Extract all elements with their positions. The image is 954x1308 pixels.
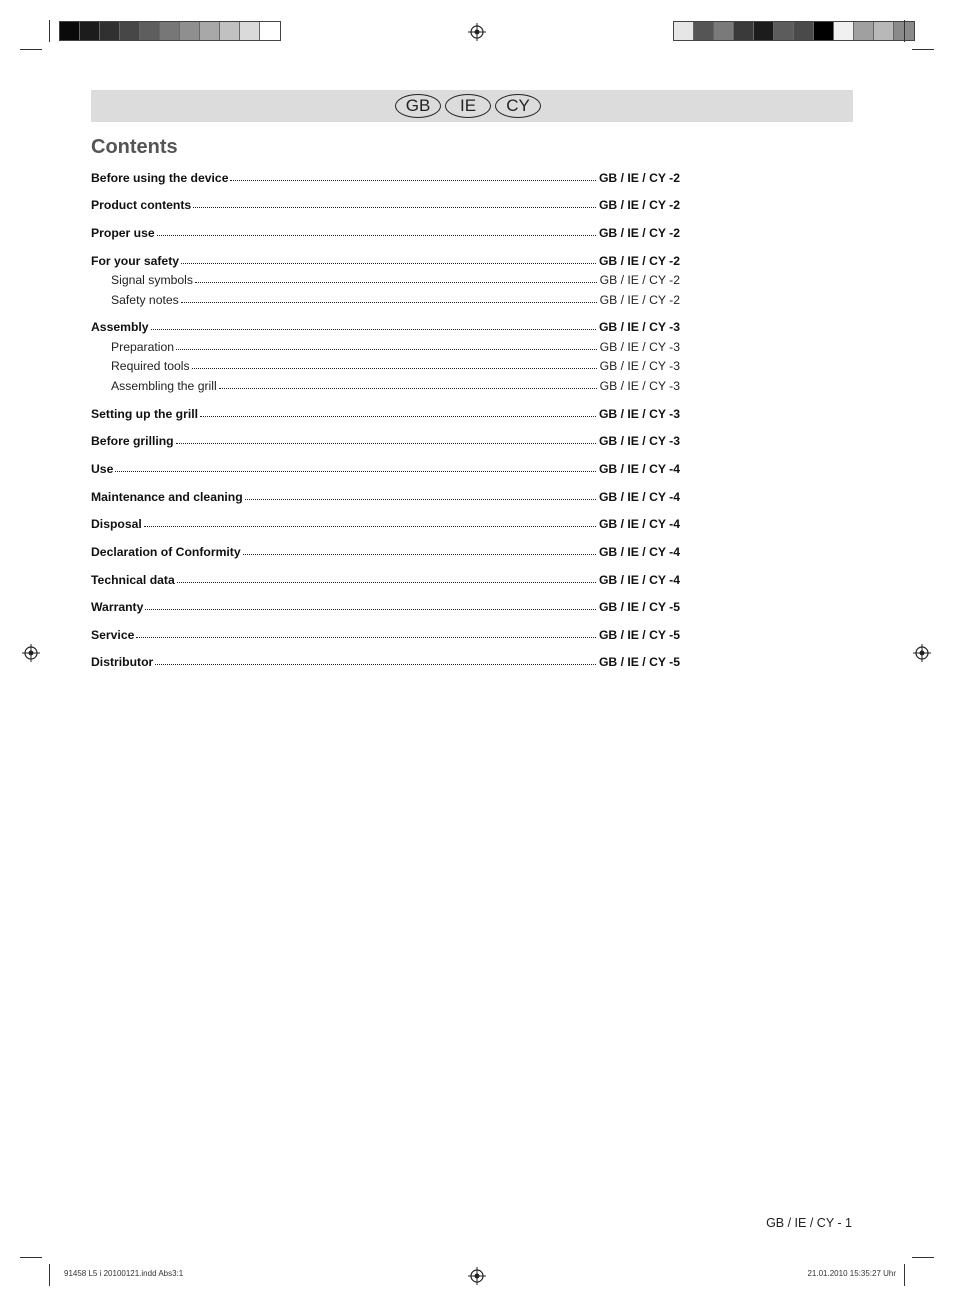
toc-leader-dots [144, 515, 596, 527]
toc-entry-page: GB / IE / CY -2 [599, 293, 680, 307]
toc-entry [91, 460, 680, 478]
color-swatch [854, 22, 874, 40]
toc-entry [91, 169, 680, 187]
toc-entry-label: Preparation [111, 340, 175, 354]
toc-entry-label: Distributor [91, 655, 154, 669]
color-swatch [694, 22, 714, 40]
toc-leader-dots [176, 338, 597, 350]
color-swatch [180, 22, 200, 40]
color-swatch [120, 22, 140, 40]
toc-leader-dots [176, 432, 596, 444]
toc-entry-label: Before grilling [91, 434, 174, 448]
language-pills [395, 94, 541, 118]
crop-mark [20, 1257, 42, 1258]
toc-leader-dots [243, 543, 596, 555]
toc-entry [91, 271, 680, 289]
toc-entry [91, 224, 680, 242]
crop-mark [49, 20, 50, 42]
crop-mark [912, 49, 934, 50]
toc-entry-label: Assembly [91, 320, 149, 334]
color-swatch [160, 22, 180, 40]
color-swatch [260, 22, 280, 40]
color-swatch [80, 22, 100, 40]
toc-entry-page: GB / IE / CY -2 [598, 226, 680, 240]
toc-leader-dots [192, 357, 597, 369]
language-pill-gb: GB [395, 94, 441, 118]
toc-entry-label: Setting up the grill [91, 407, 198, 421]
crop-mark [20, 49, 42, 50]
toc-entry-label: Technical data [91, 573, 175, 587]
toc-entry-label: Proper use [91, 226, 155, 240]
color-swatch [774, 22, 794, 40]
color-swatch [200, 22, 220, 40]
toc-entry [91, 291, 680, 309]
toc-entry-label: Before using the device [91, 171, 229, 185]
file-slug: 91458 L5 i 20100121.indd Abs3:1 [64, 1269, 184, 1278]
color-calibration-bar-right [673, 21, 915, 41]
toc-leader-dots [181, 252, 596, 264]
language-pill-cy: CY [495, 94, 541, 118]
toc-entry-page: GB / IE / CY -3 [598, 320, 680, 334]
toc-entry-page: GB / IE / CY -2 [598, 198, 680, 212]
toc-entry-page: GB / IE / CY -2 [598, 254, 680, 268]
toc-entry-page: GB / IE / CY -2 [599, 273, 680, 287]
toc-leader-dots [230, 169, 595, 181]
toc-leader-dots [245, 488, 596, 500]
toc-entry-label: Use [91, 462, 114, 476]
toc-entry-page: GB / IE / CY -3 [598, 434, 680, 448]
toc-entry [91, 432, 680, 450]
toc-entry [91, 543, 680, 561]
toc-leader-dots [195, 271, 597, 283]
registration-target-icon [22, 644, 40, 662]
toc-entry-label: Assembling the grill [111, 379, 217, 393]
language-pill-ie: IE [445, 94, 491, 118]
crop-mark [49, 1264, 50, 1286]
toc-entry-page: GB / IE / CY -3 [599, 340, 680, 354]
toc-entry-page: GB / IE / CY -4 [598, 545, 680, 559]
color-swatch [674, 22, 694, 40]
toc-entry-page: GB / IE / CY -3 [599, 379, 680, 393]
toc-leader-dots [136, 626, 596, 638]
toc-entry [91, 252, 680, 270]
toc-entry [91, 318, 680, 336]
toc-entry-label: Maintenance and cleaning [91, 490, 243, 504]
toc-entry-page: GB / IE / CY -4 [598, 573, 680, 587]
toc-leader-dots [155, 653, 596, 665]
toc-leader-dots [181, 291, 597, 303]
toc-entry-label: Product contents [91, 198, 192, 212]
toc-entry [91, 338, 680, 356]
color-swatch [60, 22, 80, 40]
toc-entry-page: GB / IE / CY -2 [598, 171, 680, 185]
toc-entry [91, 653, 680, 671]
registration-target-icon [468, 1267, 486, 1285]
toc-entry-label: Declaration of Conformity [91, 545, 241, 559]
page-number: GB / IE / CY - 1 [766, 1216, 852, 1230]
page-title: Contents [91, 136, 178, 158]
color-calibration-bar-left [59, 21, 281, 41]
toc-leader-dots [151, 318, 596, 330]
color-swatch [734, 22, 754, 40]
date-slug: 21.01.2010 15:35:27 Uhr [807, 1269, 896, 1278]
color-swatch [874, 22, 894, 40]
toc-entry [91, 196, 680, 214]
toc-entry-label: Disposal [91, 517, 142, 531]
color-swatch [714, 22, 734, 40]
color-swatch [834, 22, 854, 40]
toc-entry-page: GB / IE / CY -4 [598, 517, 680, 531]
toc-leader-dots [115, 460, 596, 472]
toc-entry-page: GB / IE / CY -5 [598, 655, 680, 669]
toc-leader-dots [177, 571, 596, 583]
color-swatch [140, 22, 160, 40]
toc-entry-label: Safety notes [111, 293, 179, 307]
crop-mark [904, 20, 905, 42]
toc-entry-label: Service [91, 628, 135, 642]
toc-entry-page: GB / IE / CY -3 [599, 359, 680, 373]
toc-entry-page: GB / IE / CY -5 [598, 600, 680, 614]
color-swatch [240, 22, 260, 40]
toc-entry-page: GB / IE / CY -4 [598, 490, 680, 504]
toc-entry-page: GB / IE / CY -4 [598, 462, 680, 476]
color-swatch [754, 22, 774, 40]
toc-entry-label: Required tools [111, 359, 190, 373]
crop-mark [904, 1264, 905, 1286]
toc-leader-dots [200, 405, 596, 417]
toc-entry [91, 515, 680, 533]
color-swatch [100, 22, 120, 40]
toc-leader-dots [157, 224, 596, 236]
toc-leader-dots [193, 196, 596, 208]
toc-entry [91, 405, 680, 423]
color-swatch [220, 22, 240, 40]
toc-leader-dots [145, 598, 596, 610]
toc-entry-page: GB / IE / CY -5 [598, 628, 680, 642]
toc-leader-dots [219, 377, 597, 389]
color-swatch [814, 22, 834, 40]
toc-entry [91, 598, 680, 616]
toc-entry [91, 377, 680, 395]
toc-entry-label: Warranty [91, 600, 144, 614]
toc-entry-label: For your safety [91, 254, 180, 268]
registration-target-icon [468, 23, 486, 41]
toc-entry-page: GB / IE / CY -3 [598, 407, 680, 421]
toc-entry [91, 571, 680, 589]
toc-entry [91, 357, 680, 375]
registration-target-icon [913, 644, 931, 662]
crop-mark [912, 1257, 934, 1258]
toc-entry [91, 626, 680, 644]
toc-entry-label: Signal symbols [111, 273, 193, 287]
toc-entry [91, 488, 680, 506]
color-swatch [794, 22, 814, 40]
